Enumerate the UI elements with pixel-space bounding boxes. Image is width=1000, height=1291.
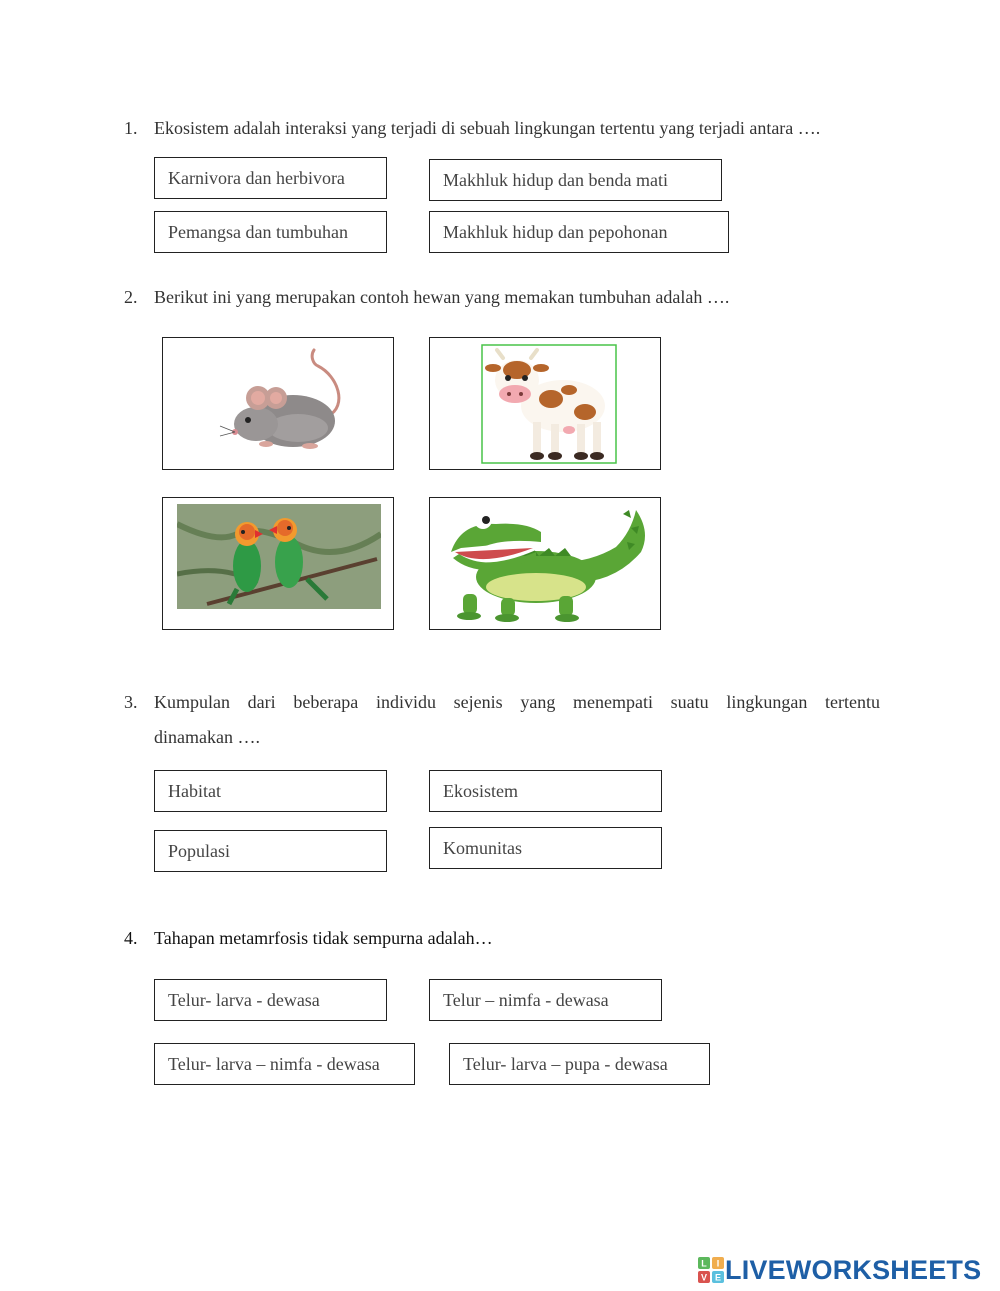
answer-option[interactable]: Habitat — [154, 770, 387, 812]
svg-text:E: E — [714, 1272, 722, 1283]
question-number: 2. — [124, 287, 138, 307]
question-text: Berikut ini yang merupakan contoh hewan yang memakan tumbuhan adalah …. — [154, 287, 730, 307]
answer-option[interactable]: Ekosistem — [429, 770, 662, 812]
question-number: 4. — [124, 928, 138, 948]
question-4 — [124, 921, 894, 955]
question-number: 3. — [124, 692, 138, 712]
lovebirds-image-option[interactable] — [162, 497, 394, 630]
mouse-image — [218, 346, 358, 456]
liveworksheets-logo-icon — [698, 1257, 724, 1283]
lovebirds-image — [177, 504, 381, 609]
liveworksheets-logo[interactable] — [698, 1255, 981, 1285]
answer-option[interactable]: Populasi — [154, 830, 387, 872]
crocodile-image — [441, 502, 651, 622]
question-3 — [124, 685, 880, 753]
question-number: 1. — [124, 118, 138, 138]
cow-image-option[interactable] — [429, 337, 661, 470]
crocodile-image-option[interactable] — [429, 497, 661, 630]
liveworksheets-logo-text: LIVEWORKSHEETS — [725, 1254, 982, 1285]
answer-option[interactable]: Telur- larva – pupa - dewasa — [449, 1043, 710, 1085]
question-1 — [124, 111, 894, 145]
answer-option[interactable]: Makhluk hidup dan benda mati — [429, 159, 722, 201]
svg-text:I: I — [716, 1258, 720, 1269]
cow-image — [481, 344, 617, 464]
question-text: Tahapan metamrfosis tidak sempurna adalah… — [154, 928, 493, 948]
question-2 — [124, 280, 894, 314]
answer-option[interactable]: Telur – nimfa - dewasa — [429, 979, 662, 1021]
answer-option[interactable]: Karnivora dan herbivora — [154, 157, 387, 199]
question-text: Ekosistem adalah interaksi yang terjadi di sebuah lingkungan tertentu yang terjadi antara …. — [154, 118, 821, 138]
answer-option[interactable]: Pemangsa dan tumbuhan — [154, 211, 387, 253]
answer-option[interactable]: Telur- larva - dewasa — [154, 979, 387, 1021]
answer-option[interactable]: Komunitas — [429, 827, 662, 869]
question-text-line-1: Kumpulan dari beberapa individu sejenis yang menempati suatu lingkungan tertentu — [154, 692, 880, 712]
question-text-line-2: dinamakan …. — [154, 727, 260, 747]
svg-text:L: L — [701, 1258, 707, 1269]
answer-option[interactable]: Telur- larva – nimfa - dewasa — [154, 1043, 415, 1085]
answer-option[interactable]: Makhluk hidup dan pepohonan — [429, 211, 729, 253]
mouse-image-option[interactable] — [162, 337, 394, 470]
svg-text:V: V — [700, 1272, 708, 1283]
